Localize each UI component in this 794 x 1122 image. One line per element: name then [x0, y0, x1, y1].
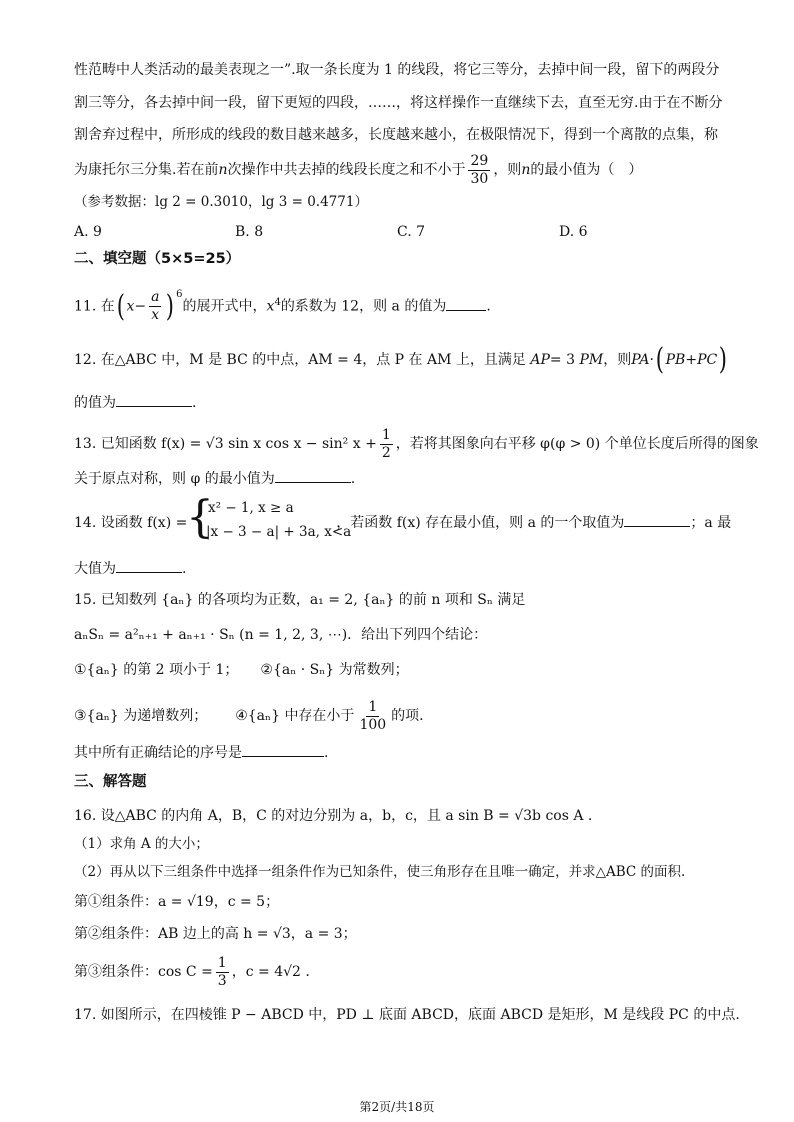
q16-part2: （2）再从以下三组条件中选择一组条件作为已知条件，使三角形存在且唯一确定，并求△ABC 的面积. — [74, 864, 686, 880]
q15-line1: 15. 已知数列 {aₙ} 的各项均为正数，a₁ = 2, {aₙ} 的前 n 项和 Sₙ 满足 — [74, 592, 526, 608]
section-3-heading: 三、解答题 — [74, 774, 147, 790]
q10-option-c: C. 7 — [397, 224, 426, 240]
q10-option-d: D. 6 — [559, 224, 588, 240]
q14-case2: |x − 3 − a| + 3a, x<a — [206, 524, 352, 540]
q16-group3: 第③组条件：cos C = $\frac{1}{3}$ ，c = 4√2 . — [74, 954, 310, 989]
q10-reference-data: （参考数据：lg 2 = 0.3010，lg 3 = 0.4771） — [74, 194, 368, 210]
q15-answer-blank — [242, 742, 324, 757]
q10-line1: 性范畴中人类活动的最美表现之一”.取一条长度为 1 的线段，将它三等分，去掉中间一段，留下的两段分 — [74, 62, 720, 78]
q11: 11. 在( x− $\frac{a}{x}$ ) $^6$的展开式中，$x^4$的系数为 12，则 a 的值为 . — [74, 288, 491, 324]
q15-answer-line: 其中所有正确结论的序号是 . — [74, 742, 734, 763]
q12-answer-blank — [116, 392, 192, 407]
q14-line2: 大值为 . — [74, 558, 734, 579]
q13-line2: 关于原点对称，则 φ 的最小值为 . — [74, 468, 734, 489]
q14-case1: x² − 1, x ≥ a — [208, 500, 294, 516]
q16-group1: 第①组条件：a = √19，c = 5； — [74, 894, 280, 910]
q13-line1: 13. 已知函数 f(x) = √3 sin x cos x − sin² x + $\frac{1}{2}$ ，若将其图象向右平移 φ(φ > 0) 个单位长度后所得的图象 — [74, 426, 759, 461]
q14-answer-blank-1 — [624, 512, 690, 527]
q10-line2: 割三等分，各去掉中间一段，留下更短的四段，……，将这样操作一直继续下去，直至无穷.由于在不断分 — [74, 95, 723, 111]
q10-line4: 为康托尔三分集.若在前n次操作中共去掉的线段长度之和不小于 $\frac{29}{30}$ ，则n的最小值为（ ） — [74, 152, 643, 187]
q14-line1: 14. 设函数 f(x) = ，若函数 f(x) 存在最小值，则 a 的一个取值为 ；a 最 — [74, 512, 734, 533]
q14-brace: { — [186, 492, 214, 543]
q10-option-a: A. 9 — [74, 224, 102, 240]
q11-answer-blank — [446, 296, 486, 311]
q10-fraction: $\frac{29}{30}$ — [470, 152, 489, 187]
q10-line3: 割舍弃过程中，所形成的线段的数目越来越多，长度越来越小，在极限情况下，得到一个离散的点集，称 — [74, 127, 718, 143]
q12-line1: 12. 在△ABC 中，M 是 BC 的中点，AM = 4，点 P 在 AM 上，且满足 AP= 3 PM，则PA·( PB+PC) — [74, 342, 728, 377]
q15-line2: aₙSₙ = a²ₙ₊₁ + aₙ₊₁ · Sₙ (n = 1, 2, 3, ⋯)．给出下列四个结论： — [74, 627, 488, 643]
q16-part1: （1）求角 A 的大小； — [74, 836, 209, 852]
q13-answer-blank — [275, 468, 351, 483]
q16-line1: 16. 设△ABC 的内角 A，B，C 的对边分别为 a，b，c，且 a sin B = √3b cos A . — [74, 808, 593, 824]
q16-group2: 第②组条件：AB 边上的高 h = √3，a = 3； — [74, 926, 357, 942]
q15-conclusions-row1: ①{aₙ} 的第 2 项小于 1； ②{aₙ · Sₙ} 为常数列； — [74, 662, 409, 678]
q17-line1: 17. 如图所示，在四棱锥 P − ABCD 中，PD ⊥ 底面 ABCD，底面 ABCD 是矩形，M 是线段 PC 的中点. — [74, 1007, 740, 1023]
q15-conclusions-row2: ③{aₙ} 为递增数列； ④{aₙ} 中存在小于 $\frac{1}{100}$ 的项. — [74, 698, 424, 733]
q10-option-b: B. 8 — [235, 224, 264, 240]
page-number-footer: 第2页/共18页 — [359, 1100, 435, 1114]
q14-answer-blank-2 — [116, 558, 182, 573]
q12-line2: 的值为 . — [74, 392, 734, 413]
section-2-heading: 二、填空题（5×5=25） — [74, 251, 241, 267]
